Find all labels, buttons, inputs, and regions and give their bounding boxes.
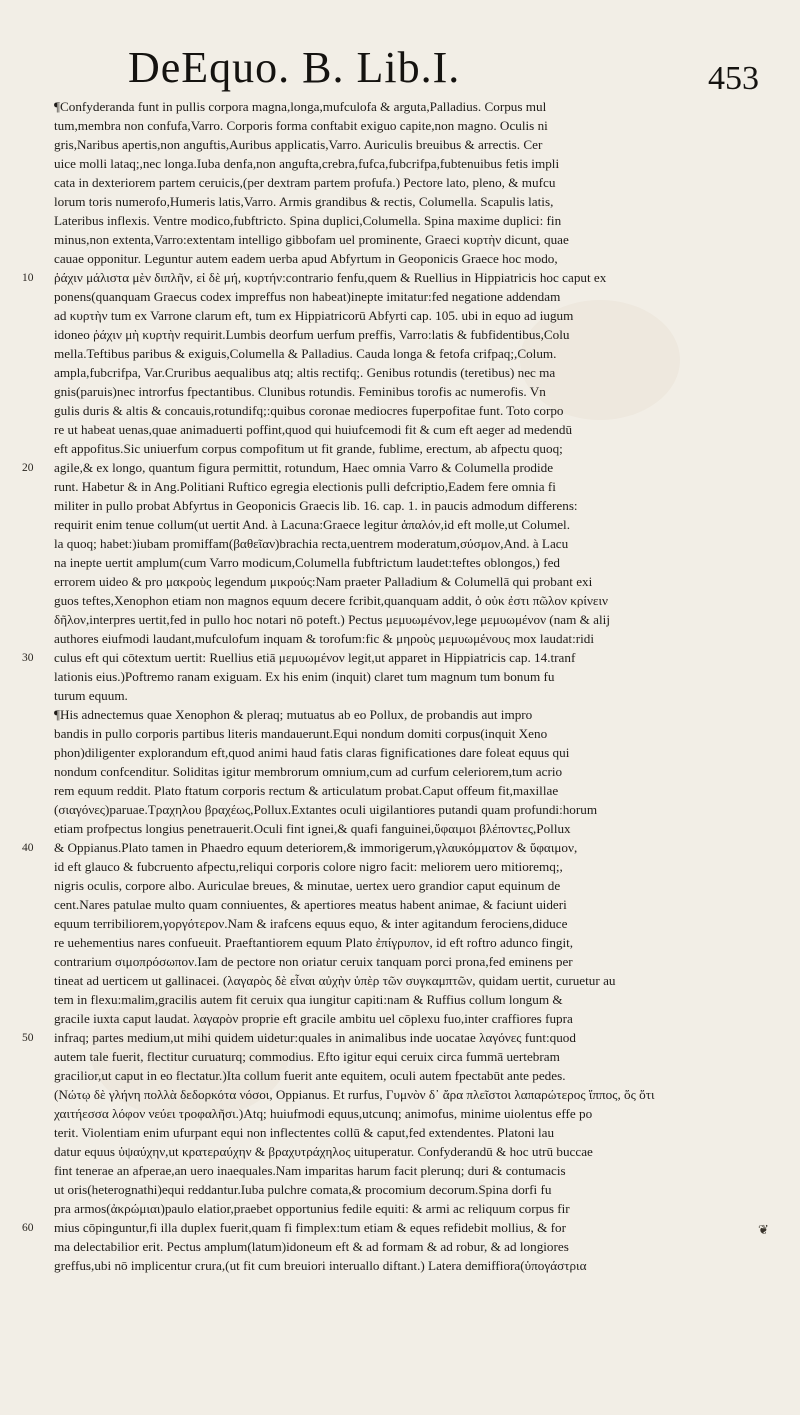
line-text: gris,Naribus apertis,non anguftis,Auribus applicatis,Varro. Auriculis breuibus & arrectis. Cer — [54, 138, 543, 152]
line-text: pra armos(ἀκρώμιαι)paulo elatior,praebet opportunius fedile equiti: & armi ac reliquum corpus fir — [54, 1202, 570, 1216]
line-text: gulis duris & altis & concauis,rotundifq;:quibus coronae mediocres fuperpofitae funt. Toto corpo — [54, 404, 564, 418]
line-text: ad κυρτὴν tum ex Varrone clarum eft, tum ex Hippiatricorū Abfyrti cap. 105. ubi in equo ad iugum — [54, 309, 574, 323]
line-text: uice molli lataq;,nec longa.Iuba denfa,non angufta,crebra,fufca,fubcrifpa,fubtenuibus fetis impli — [54, 157, 560, 171]
line-text: autem tale fuerit, flectitur curuaturq; commodius. Efto igitur equi ceruix circa fummā uertebram — [54, 1050, 560, 1064]
line-text: lationis eius.)Poftremo ranam exiguam. Ex his enim (inquit) claret tum magnum tum bonum fu — [54, 670, 555, 684]
margin-ornament: ❦ — [758, 1222, 769, 1237]
line-text: requirit enim tenue collum(ut uertit And. à Lacuna:Graece legitur ἁπαλόν,id eft molle,ut Columel. — [54, 518, 570, 532]
line-text: χαιτήεσσα λόφον νεύει τροφαλῆσι.)Atq; huiufmodi equus,utcunq; animofus, minime uiolentus effe po — [54, 1107, 593, 1121]
line-text: bandis in pullo corporis partibus literis mandauerunt.Equi nondum domiti corpus(inquit Xeno — [54, 727, 548, 741]
page-header — [0, 40, 800, 100]
line-text: etiam profpectus longius penetrauerit.Oculi fint ignei,& quafi fanguinei,ὕφαιμοι βλέποντες,Pollux — [54, 822, 571, 836]
line-number: 10 — [22, 272, 34, 284]
line-number: 20 — [22, 462, 34, 474]
line-text: guos teftes,Xenophon etiam non magnos equum decere fcribit,quanquam addit, ὁ οὐκ ἐστι πῶλον κρίνειν — [54, 594, 608, 608]
line-text: ¶His adnectemus quae Xenophon & pleraq; mutuatus ab eo Pollux, de probandis aut impro — [54, 708, 533, 722]
line-text: minus,non extenta,Varro:extentam intelligo gibbofam uel prominente, Graeci κυρτὴν dicunt, quae — [54, 233, 569, 247]
line-text: (Νώτῳ δὲ γλήνη πολλὰ δεδορκότα νόσοι, Oppianus. Et rurfus, Γυμνὸν δ᾽ ἄρα πλεῖστοι λαπαρώτερος ἵππος, ὅς ὅτι — [54, 1088, 655, 1102]
line-text: equum terribiliorem,γοργότερον.Nam & irafcens equus equo, & inter agitandum ferociens,diduce — [54, 917, 568, 931]
line-text: idoneo ῥάχιν μὴ κυρτὴν requirit.Lumbis deorfum uerfum preffis, Varro:latis & fubfidentibus,Colu — [54, 328, 570, 342]
line-text: ma delectabilior erit. Pectus amplum(latum)idoneum eft & ad formam & ad robur, & ad longiores — [54, 1240, 569, 1254]
line-text: greffus,ubi nō implicentur crura,(ut fit cum breuiori interuallo diftant.) Latera demiffiora(ὑπογάστρια — [54, 1259, 587, 1273]
line-text: gnis(paruis)nec introrfus fpectantibus. Clunibus rotundis. Feminibus torofis ac numerofis. Vn — [54, 385, 546, 399]
line-text: mella.Teftibus paribus & exiguis,Columella & Palladius. Cauda longa & fetofa crifpaq;,Colum. — [54, 347, 557, 361]
line-text: runt. Habetur & in Ang.Politiani Ruftico egregia electionis pulli defcriptio,Eadem fere omnia fi — [54, 480, 556, 494]
line-text: re uehementius nares confueuit. Praeftantiorem equum Plato ἐπίγρυπον, id eft roftro adunco fingit, — [54, 936, 574, 950]
running-title: DeEquo. B. Lib.I. — [128, 43, 461, 92]
line-text: tem in flexu:malim,gracilis autem fit ceruix qua iungitur capiti:nam & Ruffius collum longum & — [54, 993, 563, 1007]
line-text: authores eiufmodi laudant,mufculofum inquam & torofum:fic & μηροὺς μεμυωμένους mox laudat:ridi — [54, 632, 595, 646]
line-text: eft appofitus.Sic uniuerfum corpus compofitum ut fit grande, fublime, erectum, ab afpectu quoq; — [54, 442, 563, 456]
line-text: lorum toris numerofo,Humeris latis,Varro. Armis grandibus & rectis, Columella. Scapulis latis, — [54, 195, 554, 209]
line-text: nondum confcenditur. Soliditas igitur membrorum omnium,cum ad curfum celeriorem,tum acrio — [54, 765, 563, 779]
line-text: militer in pullo probat Abfyrtus in Geoponicis Graecis lib. 16. cap. 1. in paucis admodum differens: — [54, 499, 578, 513]
line-text: tum,membra non confufa,Varro. Corporis forma conftabit exiguo capite,non magno. Oculis ni — [54, 119, 548, 133]
line-number: 60 — [22, 1222, 34, 1234]
line-text: ¶Confyderanda funt in pullis corpora magna,longa,mufculofa & arguta,Palladius. Corpus mul — [54, 100, 547, 114]
line-text: cauae opponitur. Leguntur autem eadem uerba apud Abfyrtum in Geoponicis Graece hoc modo, — [54, 252, 558, 266]
line-text: cent.Nares patulae multo quam conniuentes, & apertiores meatus habent animae, & faciunt uideri — [54, 898, 567, 912]
line-text: re ut habeat uenas,quae animaduerti poffint,quod qui huiufcemodi fit & cum eft aeger ad medendū — [54, 423, 573, 437]
line-number: 50 — [22, 1032, 34, 1044]
line-text: contrarium σιμοπρόσωπον.Iam de pectore non oriatur ceruix tanquam porci prona,fed eminens per — [54, 955, 573, 969]
line-text: δῆλον,interpres uertit,fed in pullo hoc notari nō poteft.) Pectus μεμυωμένον,lege μεμυωμένον (nam & alij — [54, 613, 610, 627]
line-text: cata in dexteriorem partem ceruicis,(per dextram partem profufa.) Pectore lato, pleno, & mufcu — [54, 176, 556, 190]
page-number: 453 — [708, 60, 759, 97]
line-text: mius cōpinguntur,fi illa duplex fuerit,quam fi fimplex:tum etiam & eques refidebit mollius, & for — [54, 1221, 566, 1235]
line-text: gracilior,ut caput in eo flectatur.)Ita collum fuerit ante equitem, oculi autem fpectabūt ante pedes. — [54, 1069, 566, 1083]
line-text: culus eft qui cōtextum uertit: Ruellius etiā μεμυωμένον legit,ut apparet in Hippiatricis cap. 14.tranf — [54, 651, 576, 665]
line-text: ponens(quanquam Graecus codex impreffus non habeat)inepte imitatur:fed negatione addendam — [54, 290, 561, 304]
line-text: phon)diligenter explorandum eft,quod animi haud fatis claras fignificationes dare foleat equus qui — [54, 746, 570, 760]
line-text: errorem uideo & pro μακροὺς legendum μικρούς:Nam praeter Palladium & Columellā qui probant exi — [54, 575, 593, 589]
line-text: turum equum. — [54, 689, 128, 703]
line-text: datur equus ὑψαύχην,ut κρατεραύχην & βραχυτράχηλος uituperatur. Confyderandū & hoc utrū buccae — [54, 1145, 593, 1159]
line-text: & Oppianus.Plato tamen in Phaedro equum deteriorem,& immorigerum,γλαυκόμματον & ὕφαιμον, — [54, 841, 578, 855]
line-text: Lateribus inflexis. Ventre modico,fubftricto. Spina duplici,Columella. Spina maxime duplici: fin — [54, 214, 562, 228]
line-text: na inepte uertit amplum(cum Varro modicum,Columella fubftrictum laudet:teftes oblongos,) fed — [54, 556, 561, 570]
line-text: infraq; partes medium,ut mihi quidem uidetur:quales in animalibus inde uocatae λαγόνες funt:quod — [54, 1031, 576, 1045]
line-text: rem equum reddit. Plato ftatum corporis rectum & articulatum probat.Caput offeum fit,maxillae — [54, 784, 559, 798]
line-text: ut oris(heterognathi)equi reddantur.Iuba pulchre comata,& procomium decorum.Spina dorfi fu — [54, 1183, 552, 1197]
line-text: ῥάχιν μάλιστα μὲν διπλῆν, εἰ δὲ μή, κυρτήν:contrario fenfu,quem & Ruellius in Hippiatricis hoc caput ex — [54, 271, 607, 285]
line-number: 40 — [22, 842, 34, 854]
line-text: id eft glauco & fubcruento afpectu,reliqui corporis colore nigro facit: meliorem uero mitioremq;, — [54, 860, 563, 874]
line-text: nigris oculis, corpore albo. Auriculae breues, & minutae, uertex uero grandior caput equinum de — [54, 879, 561, 893]
line-number: 30 — [22, 652, 34, 664]
line-text: terit. Violentiam enim ufurpant equi non inflectentes collū & caput,fed extendentes. Platoni lau — [54, 1126, 555, 1140]
line-text: fint tenerae an afperae,an uero inaequales.Nam imparitas harum facit plerunq; duri & contumacis — [54, 1164, 566, 1178]
line-text: gracile iuxta caput laudat. λαγαρὸν proprie eft gracile ambitu uel cōplexu fuo,inter craffiores fupra — [54, 1012, 573, 1026]
line-text: agile,& ex longo, quantum figura permittit, rotundum, Haec omnia Varro & Columella prodide — [54, 461, 554, 475]
line-text: tineat ad uerticem ut gallinacei. (λαγαρὸς δὲ εἶναι αὐχὴν ὑπὲρ τῶν συγκαμπτῶν, quidam uertit, curuetur au — [54, 974, 616, 988]
line-text: la quoq; habet:)iubam promiffam(βαθεῖαν)brachia recta,uentrem moderatum,σύσμον,And. à Lacu — [54, 537, 569, 551]
line-text: (σιαγόνες)paruae.Τραχηλου βραχέως,Pollux.Extantes oculi uigilantiores putandi quam profundi:horum — [54, 803, 598, 817]
line-text: ampla,fubcrifpa, Var.Cruribus aequalibus atq; altis rectifq;. Genibus rotundis (teretibus) nec ma — [54, 366, 556, 380]
